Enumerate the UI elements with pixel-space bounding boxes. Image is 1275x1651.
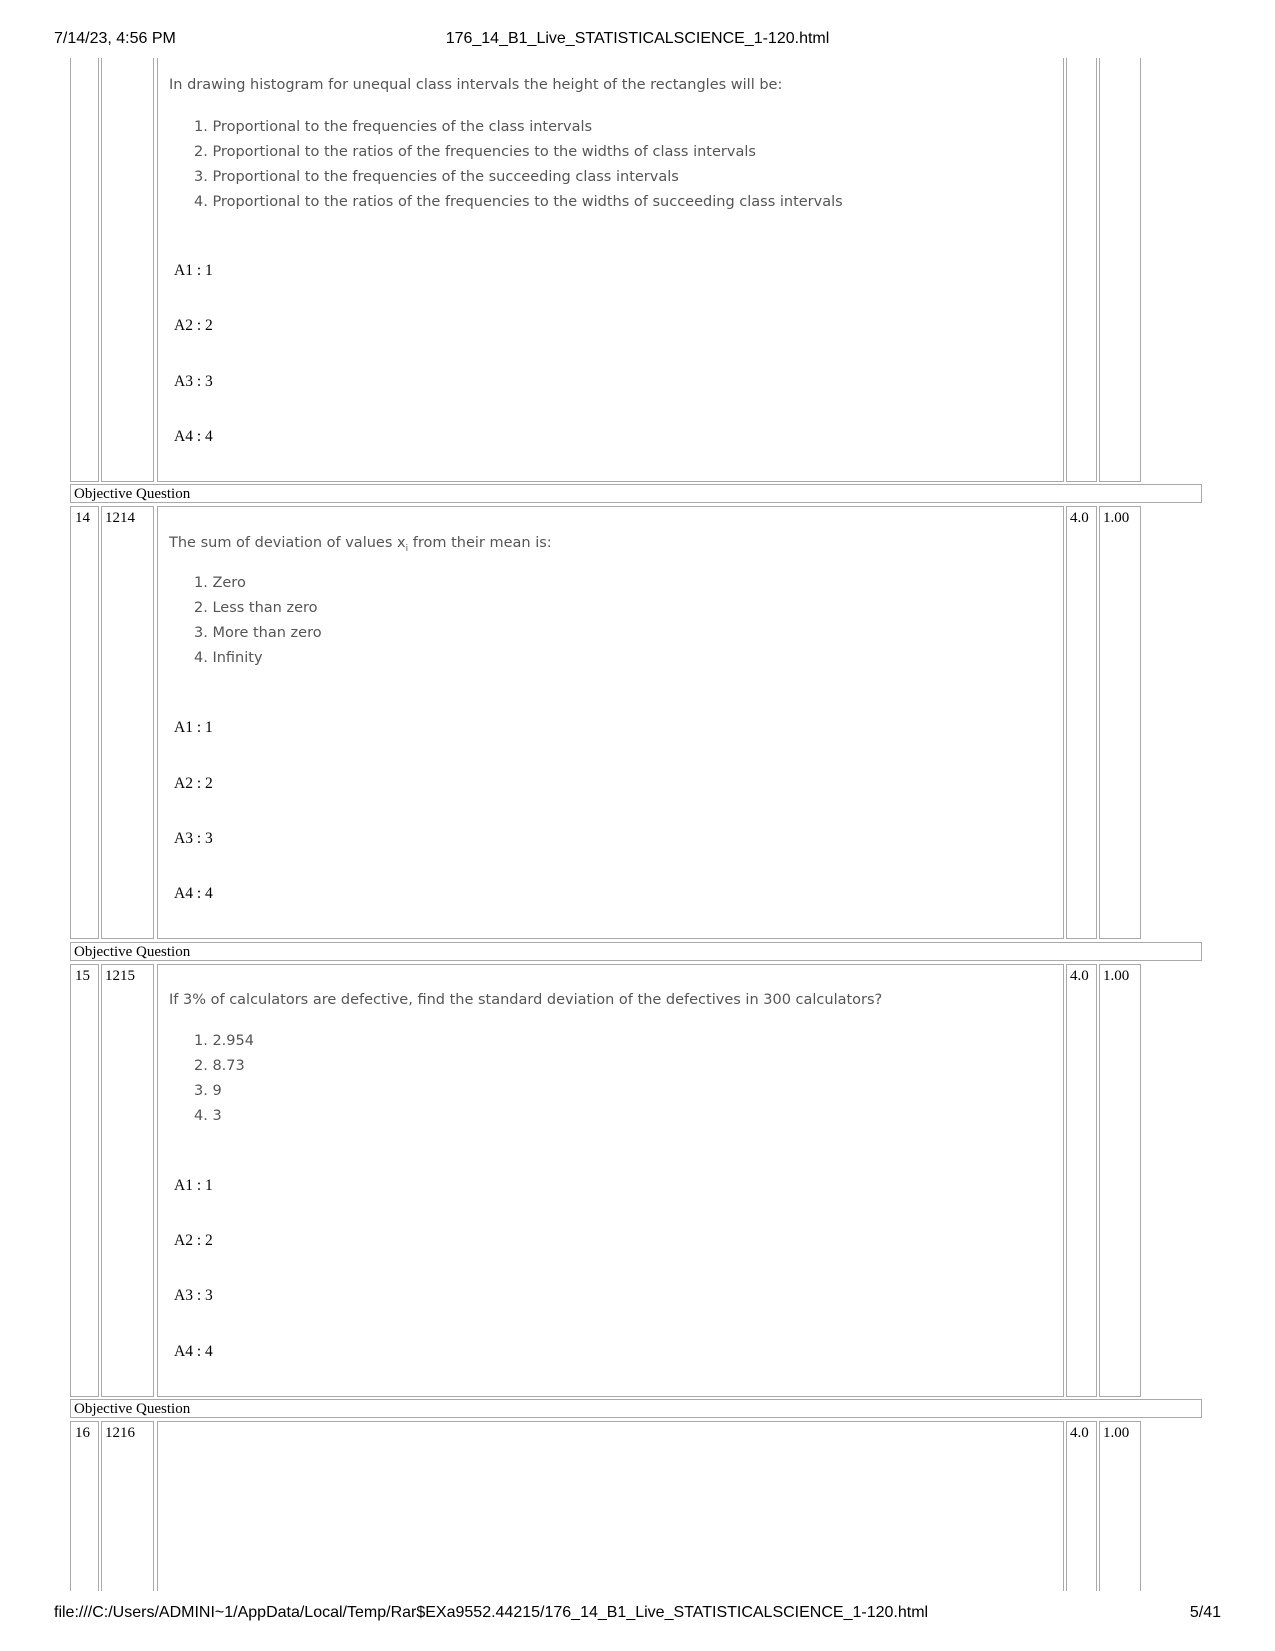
question-text: The sum of deviation of values $x_i$ from their mean is: (169, 535, 552, 554)
print-datetime: 7/14/23, 4:56 PM (54, 30, 176, 47)
option-item: 3. More than zero (194, 625, 322, 641)
qid-cell (101, 1421, 154, 1591)
option-item: 2. Less than zero (194, 600, 318, 616)
question-number: 15 (75, 968, 90, 984)
question-id: 1214 (105, 510, 135, 526)
answer-line: A2 : 2 (174, 775, 213, 792)
answer-line: A1 : 1 (174, 1177, 213, 1194)
section-label: Objective Question (74, 1401, 191, 1417)
qid-cell (101, 58, 154, 482)
option-list (194, 1029, 254, 1129)
marks-cell (1066, 1421, 1097, 1591)
answer-line: A3 : 3 (174, 830, 213, 847)
option-item: 4. Proportional to the ratios of the frequencies to the widths of succeeding class intervals (194, 194, 843, 210)
negative-cell (1099, 506, 1141, 939)
question-id: 1215 (105, 968, 135, 984)
qnum-cell (70, 506, 99, 939)
section-label: Objective Question (74, 486, 191, 502)
option-item: 3. Proportional to the frequencies of the succeeding class intervals (194, 169, 679, 185)
marks-value: 4.0 (1070, 510, 1089, 526)
negative-cell (1099, 58, 1141, 482)
negative-marks-value: 1.00 (1103, 510, 1130, 526)
option-item: 1. Zero (194, 575, 246, 591)
print-header (0, 30, 1275, 50)
marks-value: 4.0 (1070, 968, 1089, 984)
marks-cell (1066, 964, 1097, 1397)
answer-line: A3 : 3 (174, 373, 213, 390)
marks-cell (1066, 58, 1097, 482)
option-item: 2. Proportional to the ratios of the frequencies to the widths of class intervals (194, 144, 756, 160)
question-number: 16 (75, 1425, 90, 1441)
option-list (194, 115, 843, 215)
print-footer (0, 1604, 1275, 1624)
qnum-cell (70, 58, 99, 482)
question-cell (157, 964, 1064, 1397)
negative-marks-value: 1.00 (1103, 968, 1130, 984)
option-item: 4. 3 (194, 1108, 222, 1124)
qid-cell (101, 506, 154, 939)
question-number: 14 (75, 510, 90, 526)
question-text: In drawing histogram for unequal class intervals the height of the rectangles will be: (169, 77, 783, 93)
option-item: 4. Infinity (194, 650, 263, 666)
section-label-bar (70, 942, 1202, 961)
answer-line: A2 : 2 (174, 317, 213, 334)
option-list (194, 571, 322, 671)
negative-cell (1099, 1421, 1141, 1591)
question-id: 1216 (105, 1425, 135, 1441)
option-item: 3. 9 (194, 1083, 222, 1099)
option-item: 1. Proportional to the frequencies of the class intervals (194, 119, 593, 135)
qnum-cell (70, 964, 99, 1397)
answer-line: A2 : 2 (174, 1232, 213, 1249)
answer-line: A4 : 4 (174, 1343, 213, 1360)
section-label-bar (70, 484, 1202, 503)
answer-line: A1 : 1 (174, 262, 213, 279)
print-title: 176_14_B1_Live_STATISTICALSCIENCE_1-120.html (445, 30, 830, 47)
file-path: file:///C:/Users/ADMINI~1/AppData/Local/Temp/Rar$EXa9552.44215/176_14_B1_Live_STATISTICALSCIENCE_1-120.html (54, 1604, 929, 1621)
option-item: 2. 8.73 (194, 1058, 245, 1074)
question-text: If 3% of calculators are defective, find the standard deviation of the defectives in 300 calculators? (169, 992, 883, 1008)
qnum-cell (70, 1421, 99, 1591)
answer-line: A4 : 4 (174, 428, 213, 445)
option-item: 1. 2.954 (194, 1033, 254, 1049)
negative-cell (1099, 964, 1141, 1397)
section-label: Objective Question (74, 944, 191, 960)
qid-cell (101, 964, 154, 1397)
section-label-bar (70, 1399, 1202, 1418)
marks-cell (1066, 506, 1097, 939)
negative-marks-value: 1.00 (1103, 1425, 1130, 1441)
answer-line: A3 : 3 (174, 1287, 213, 1304)
answer-line: A1 : 1 (174, 719, 213, 736)
question-cell (157, 1421, 1064, 1591)
marks-value: 4.0 (1070, 1425, 1089, 1441)
answer-line: A4 : 4 (174, 885, 213, 902)
page-number: 5/41 (1189, 1604, 1221, 1621)
